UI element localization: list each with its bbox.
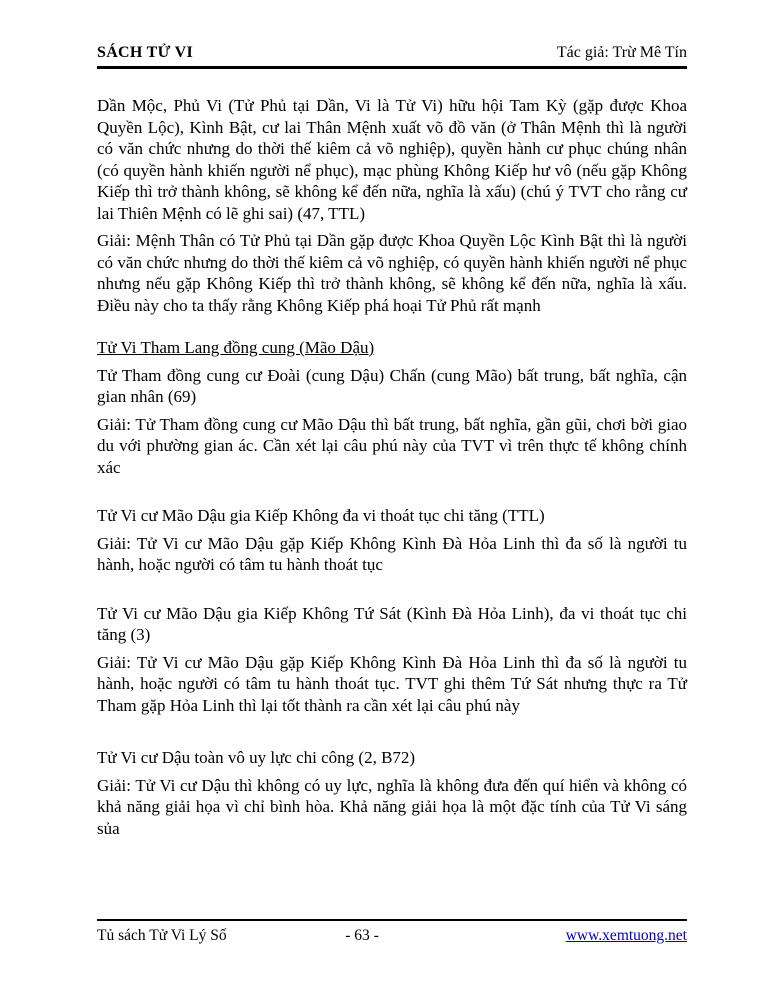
body-paragraph: Tử Vi cư Mão Dậu gia Kiếp Không Tứ Sát (Kình Đà Hỏa Linh), đa vi thoát tục chi tăng (3)	[97, 603, 687, 644]
body-paragraph: Dần Mộc, Phủ Vi (Tử Phủ tại Dần, Vi là Tử Vi) hữu hội Tam Kỳ (gặp được Khoa Quyền Lộc), Kình Bật, cư lai Thân Mệnh xuất võ đồ văn (ở Thân Mệnh thì là người có văn chức nhưng do thời thế kiêm cả võ nghiệp), quyền hành cư phục chúng nhân (có quyền hành khiến người nể phục), mạc phùng Không Kiếp hư vô (nếu gặp Không Kiếp thì trở thành không, sẽ không kể đến nữa, nghĩa là xấu) (chú ý TVT cho rằng cư lai Thiên Mệnh có lẽ ghi sai) (47, TTL)	[97, 96, 687, 223]
page-footer	[97, 919, 687, 945]
body-paragraph: Giải: Tử Vi cư Dậu thì không có uy lực, nghĩa là không đưa đến quí hiển và không có khả năng giải họa vì chỉ bình hòa. Khả năng giải họa là một đặc tính của Tử Vi sáng sủa	[97, 775, 687, 838]
page-number: - 63 -	[345, 927, 379, 944]
body-paragraph: Tử Tham đồng cung cư Đoài (cung Dậu) Chấn (cung Mão) bất trung, bất nghĩa, cận gian nhân (69)	[97, 365, 687, 406]
section-heading: Tử Vi Tham Lang đồng cung (Mão Dậu)	[97, 338, 375, 357]
footer-series-title: Tủ sách Tử Vi Lý Số	[97, 927, 227, 944]
page-header	[97, 0, 687, 69]
body-paragraph: Tử Vi cư Mão Dậu gia Kiếp Không đa vi thoát tục chi tăng (TTL)	[97, 506, 545, 525]
body-paragraph: Giải: Tử Tham đồng cung cư Mão Dậu thì bất trung, bất nghĩa, gần gũi, chơi bời giao du với phường gian ác. Cần xét lại câu phú này của TVT vì trên thực tế không chính xác	[97, 414, 687, 477]
book-title: SÁCH TỬ VI	[97, 44, 194, 61]
website-link[interactable]: www.xemtuong.net	[565, 927, 687, 944]
body-paragraph: Giải: Mệnh Thân có Tử Phủ tại Dần gặp được Khoa Quyền Lộc Kình Bật thì là người có văn chức nhưng do thời thế kiêm cả võ nghiệp, có quyền hành khiến người nể phục nhưng nếu gặp Không Kiếp thì trở thành không, sẽ không kể đến nữa, nghĩa là xấu. Điều này cho ta thấy rằng Không Kiếp phá hoại Tử Phủ rất mạnh	[97, 231, 687, 315]
body-text	[97, 95, 687, 839]
body-paragraph: Giải: Tử Vi cư Mão Dậu gặp Kiếp Không Kình Đà Hỏa Linh thì đa số là người tu hành, hoặc người có tâm tu hành thoát tục. TVT ghi thêm Tứ Sát nhưng thực ra Tử Tham gặp Hỏa Linh thì lại tốt thành ra cần xét lại câu phú này	[97, 652, 687, 715]
body-paragraph: Giải: Tử Vi cư Mão Dậu gặp Kiếp Không Kình Đà Hỏa Linh thì đa số là người tu hành, hoặc người có tâm tu hành thoát tục	[97, 533, 687, 574]
author-credit: Tác giả: Trừ Mê Tín	[556, 44, 687, 61]
body-paragraph: Tử Vi cư Dậu toàn vô uy lực chi công (2, B72)	[97, 748, 416, 767]
